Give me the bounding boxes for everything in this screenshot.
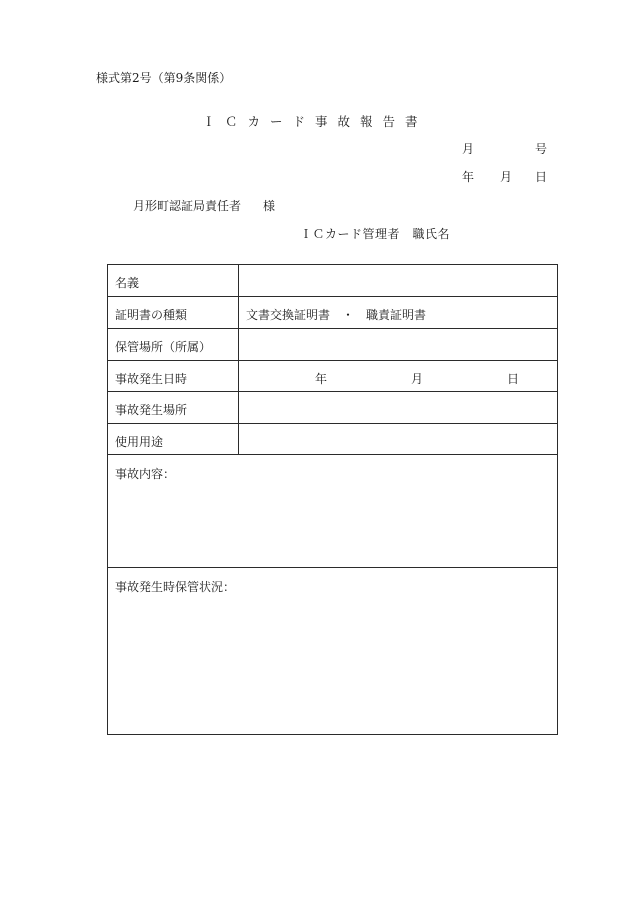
table-row-storage-location [108, 329, 557, 361]
reporter-line: ＩＣカード管理者 職氏名 [300, 227, 451, 241]
row-label: 事故発生日時 [115, 372, 188, 386]
row-label-cell [108, 297, 239, 328]
row-label: 証明書の種類 [115, 308, 188, 322]
row-label-cell [108, 361, 239, 391]
table-row-incident-datetime [108, 361, 557, 392]
row-label: 名義 [115, 276, 140, 290]
row-label-cell [108, 265, 239, 296]
addressee: 月形町認証局責任者 [133, 199, 242, 213]
storage-location-field[interactable] [239, 329, 557, 360]
incident-month-label: 月 [411, 372, 424, 386]
row-label: 事故発生場所 [115, 403, 188, 417]
row-value: 文書交換証明書 ・ 職責証明書 [246, 308, 427, 322]
incident-year-label: 年 [315, 372, 328, 386]
table-row-certificate-type [108, 297, 557, 329]
date-year-label: 年 [462, 170, 475, 184]
row-label: 使用用途 [115, 435, 164, 449]
row-label-cell [108, 392, 239, 423]
document-title: ＩＣカード事故報告書 [202, 114, 428, 129]
row-label-cell [108, 329, 239, 360]
reference-number-label: 号 [535, 142, 548, 156]
incident-datetime-field[interactable] [239, 361, 557, 391]
table-row-incident-location [108, 392, 557, 424]
reference-month-label: 月 [462, 142, 475, 156]
report-table [107, 264, 558, 735]
certificate-type-field[interactable] [239, 297, 557, 328]
usage-purpose-field[interactable] [239, 424, 557, 454]
incident-details-label: 事故内容： [115, 467, 176, 481]
table-row-usage-purpose [108, 424, 557, 455]
incident-details-block[interactable] [108, 455, 557, 568]
date-day-label: 日 [535, 170, 548, 184]
incident-day-label: 日 [507, 372, 520, 386]
row-label: 保管場所（所属） [115, 340, 212, 354]
incident-location-field[interactable] [239, 392, 557, 423]
addressee-honorific: 様 [263, 199, 276, 213]
storage-status-block[interactable] [108, 568, 557, 734]
row-label-cell [108, 424, 239, 454]
holder-name-field[interactable] [239, 265, 557, 296]
form-number-label: 様式第2号（第9条関係） [96, 71, 232, 85]
storage-status-label: 事故発生時保管状況： [115, 580, 236, 594]
date-month-label: 月 [500, 170, 513, 184]
table-row-holder-name [108, 265, 557, 297]
